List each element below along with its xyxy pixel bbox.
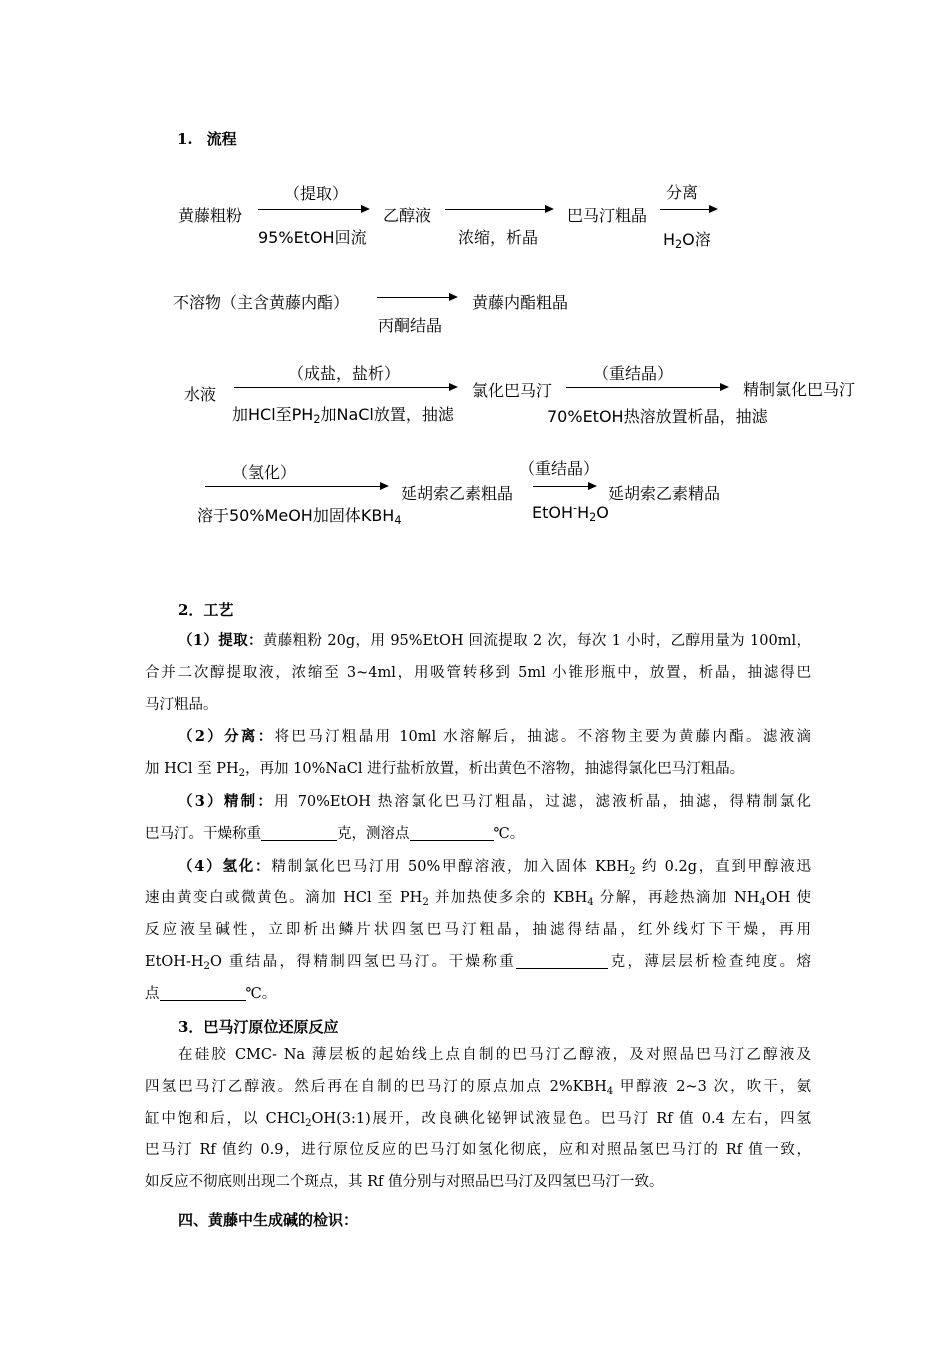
flow-label-recrystallize-2: （重结晶） (519, 459, 600, 478)
para-hydrogenate-line3: 反应液呈碱性，立即析出鳞片状四氢巴马汀粗晶，抽滤得结晶，红外线灯下干燥，再用 (145, 922, 811, 939)
section1-number: 1. (177, 130, 193, 148)
para-extract-line1: （1）提取：黄藤粗粉 20g，用 95%EtOH 回流提取 2 次，每次 1 小时，乙醇用量为 100ml， (178, 632, 811, 649)
para-separate-line1: （2）分离：将巴马汀粗晶用 10ml 水溶解后，抽滤。不溶物主要为黄藤内酯。滤液滴 (178, 728, 812, 746)
para-refine-line1: （3）精制：用 70%EtOH 热溶氯化巴马汀粗晶，过滤，滤液析晶，抽滤，得精制氯化 (178, 792, 811, 810)
flow-arrow-acetone (377, 297, 456, 298)
flow-label-hydrogenate: （氢化） (232, 463, 297, 482)
section4-heading: 四、黄藤中生成碱的检识： (178, 1211, 359, 1229)
para-hydrogenate-line1: （4）氢化：精制氯化巴马汀用 50%甲醇溶液，加入固体 $KBH_2$ 约 0.2g，直到甲醇液迅 (178, 857, 811, 877)
melting-point-blank-2 (160, 984, 246, 1001)
flow-node-refined-palmatine-chloride: 精制氯化巴马汀 (743, 380, 856, 399)
flow-label-acetone: 丙酮结晶 (378, 316, 443, 335)
para-hydrogenate-line5: 点 ℃。 (145, 985, 277, 1002)
flow-arrow-concentrate (445, 209, 552, 210)
flow-node-insoluble: 不溶物（主含黄藤内酯） (173, 293, 350, 312)
flow-node-ethanol-liquid: 乙醇液 (383, 206, 432, 225)
para-extract-line3: 马汀粗品。 (145, 696, 218, 713)
flow-label-water-dissolve: $H_2O$溶 (663, 230, 711, 251)
para-hydrogenate-line2: 速由黄变白或微黄色。滴加 HCl 至 $PH_2$ 并加热使多余的 $KBH_4$ 分解，再趁热滴加 $NH_4OH$ 使 (145, 890, 811, 909)
flow-arrow-separate (660, 209, 716, 210)
section2-heading: 2．工艺 (178, 601, 234, 619)
section3-line4: 巴马汀 Rf 值约 0.9，进行原位反应的巴马汀如氢化彻底，应和对照品氢巴马汀的 Rf 值一致， (145, 1142, 811, 1159)
flow-label-separate: 分离 (666, 183, 699, 202)
para-separate-line2: 加 HCl 至 $PH_2$，再加 10%NaCl 进行盐析放置，析出黄色不溶物，抽滤得氯化巴马汀粗晶。 (145, 761, 745, 780)
flow-label-etoh-h2o: $EtOH^-H_2O$ (532, 501, 609, 524)
flow-node-huangteng-powder: 黄藤粗粉 (178, 206, 243, 225)
para-refine-line2: 巴马汀。干燥称重 克，测溶点 ℃。 (145, 825, 525, 842)
flow-label-salting: （成盐，盐析） (288, 364, 401, 383)
flow-node-tetrahydropalmatine-refined: 延胡索乙素精品 (608, 484, 721, 503)
para-hydrogenate-line4: EtOH-$H_2O$ 重结晶，得精制四氢巴马汀。干燥称重 克，薄层层析检查纯度。熔 (145, 953, 812, 972)
section3-line3: 缸中饱和后，以 CHCl$_2$OH(3:1)展开，改良碘化铋钾试液显色。巴马汀 Rf 值 0.4 左右，四氢 (145, 1110, 811, 1129)
flow-label-etoh-70: 70%EtOH热溶放置析晶，抽滤 (547, 407, 768, 426)
section1-title: 流程 (206, 130, 237, 148)
weight-blank-1 (261, 824, 337, 841)
flow-label-meoh-kbh4: 溶于50%MeOH加固体$KBH_4$ (197, 506, 402, 527)
flow-arrow-salting (234, 387, 456, 388)
flow-node-palmatine-chloride: 氯化巴马汀 (472, 381, 553, 400)
flow-arrow-extract (258, 209, 368, 210)
flow-arrow-recrystallize-2 (533, 486, 595, 487)
section1-heading (177, 128, 237, 149)
section2-body (145, 625, 811, 1011)
para-extract-line2: 合并二次醇提取液，浓缩至 3~4ml，用吸管转移到 5ml 小锥形瓶中，放置，析晶，抽滤得巴 (145, 664, 811, 681)
flow-node-lactone-crude: 黄藤内酯粗晶 (472, 293, 569, 312)
weight-blank-2 (516, 952, 608, 969)
flow-label-recrystallize-1: （重结晶） (593, 364, 674, 383)
section3-line5: 如反应不彻底则出现二个斑点，其 Rf 值分别与对照品巴马汀及四氢巴马汀一致。 (145, 1174, 664, 1191)
section3-line2: 四氢巴马汀乙醇液。然后再在自制的巴马汀的原点加点 $2\%KBH_4$ 甲醇液 2~3 次，吹干，氨 (145, 1078, 811, 1097)
section3-heading: 3．巴马汀原位还原反应 (178, 1018, 339, 1036)
melting-point-blank-1 (410, 824, 494, 841)
flow-arrow-hydrogenate (205, 486, 387, 487)
section3-line1: 在硅胶 CMC- Na 薄层板的起始线上点自制的巴马汀乙醇液，及对照品巴马汀乙醇液及 (178, 1047, 811, 1063)
flow-label-reflux: 95%EtOH回流 (258, 228, 367, 247)
flow-label-hcl-nacl: 加HCl至$PH_2$加NaCl放置，抽滤 (232, 405, 454, 426)
flow-node-tetrahydropalmatine-crude: 延胡索乙素粗晶 (401, 484, 514, 503)
flow-arrow-recrystallize-1 (566, 387, 727, 388)
flow-label-extract: （提取） (284, 184, 349, 203)
section3-body (145, 1040, 811, 1199)
flow-node-water-liquid: 水液 (184, 385, 217, 404)
flow-node-palmatine-crude: 巴马汀粗晶 (567, 206, 648, 225)
flow-label-concentrate: 浓缩，析晶 (458, 228, 539, 247)
